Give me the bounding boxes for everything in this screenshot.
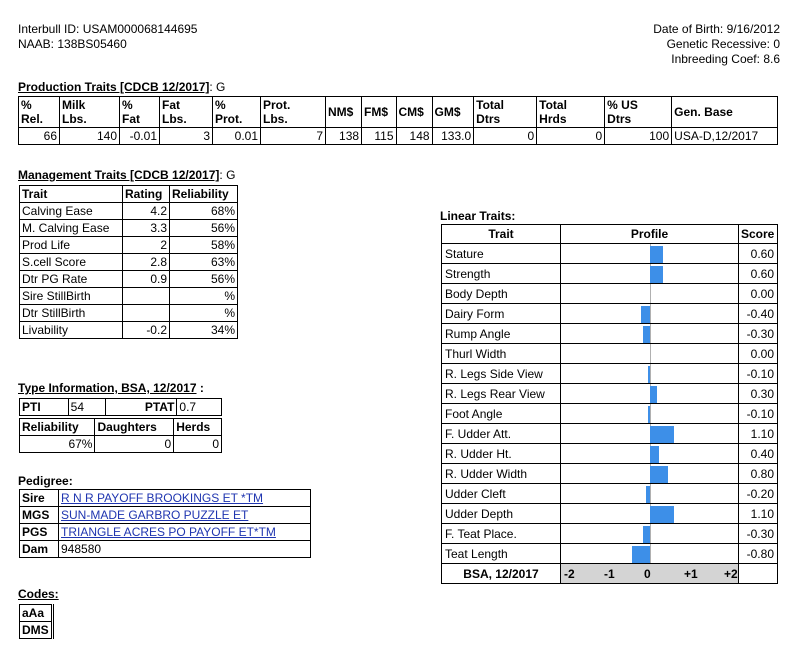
profile-center-line [650,324,651,343]
ptat-value: 0.7 [177,399,222,416]
type-info-title: Type Information, BSA, 12/2017 : [18,381,204,395]
sire-label: Sire [20,490,59,507]
linear-row [442,324,778,344]
linear-profile [561,424,739,444]
linear-score: -0.10 [739,364,778,384]
linear-profile [561,244,739,264]
axis-tick-label: 0 [644,566,651,581]
pedigree-pgs [20,524,311,541]
linear-row [442,504,778,524]
col-cm: CM$ [396,97,432,128]
linear-row [442,404,778,424]
val-total-hrds: 0 [537,128,605,145]
mgmt-rating: 0.9 [123,271,170,288]
col-gm: GM$ [432,97,474,128]
pedigree-dam [20,541,311,558]
val-gen-base: USA-D,12/2017 [672,128,778,145]
mgmt-trait: Dtr PG Rate [20,271,123,288]
linear-trait: R. Legs Rear View [442,384,561,404]
linear-score: -0.20 [739,484,778,504]
val-milk: 140 [60,128,120,145]
linear-score: 0.00 [739,344,778,364]
val-us-dtrs: 100 [605,128,672,145]
linear-profile [561,324,739,344]
header-right [653,22,780,67]
code-item: aAa [20,605,53,622]
col-prot-pct: % Prot. [213,97,261,128]
mgs-link[interactable]: SUN-MADE GARBRO PUZZLE ET [61,508,249,522]
linear-score: 0.60 [739,264,778,284]
linear-profile [561,544,739,564]
linear-row [442,264,778,284]
pedigree-sire [20,490,311,507]
profile-bar [641,306,650,323]
profile-center-line [650,284,651,303]
linear-score: -0.10 [739,404,778,424]
linear-col-profile: Profile [561,225,739,244]
mgmt-rating: -0.2 [123,322,170,339]
inbreeding-coef: Inbreeding Coef: 8.6 [671,52,780,66]
linear-col-trait: Trait [442,225,561,244]
val-total-dtrs: 0 [474,128,537,145]
dam-label: Dam [20,541,59,558]
interbull-id: Interbull ID: USAM000068144695 [18,22,198,36]
linear-trait: F. Udder Att. [442,424,561,444]
profile-center-line [650,304,651,323]
profile-bar [648,406,650,423]
col-rel: % Rel. [19,97,60,128]
type-herds-value: 0 [174,436,222,453]
mgmt-trait: Dtr StillBirth [20,305,123,322]
profile-bar [648,366,650,383]
type-rel-label: Reliability [20,419,95,436]
mgmt-row [20,220,238,237]
pgs-label: PGS [20,524,59,541]
val-cm: 148 [396,128,432,145]
mgmt-row [20,288,238,305]
mgmt-reliability: 34% [170,322,238,339]
val-fm: 115 [362,128,396,145]
linear-trait: Udder Cleft [442,484,561,504]
linear-score: 0.00 [739,284,778,304]
axis-tick-label: -1 [604,566,615,581]
linear-score: 1.10 [739,424,778,444]
mgmt-reliability: 68% [170,203,238,220]
mgmt-rating: 3.3 [123,220,170,237]
header-left [18,22,197,52]
mgmt-reliability: 58% [170,237,238,254]
linear-trait: R. Udder Ht. [442,444,561,464]
sire-link[interactable]: R N R PAYOFF BROOKINGS ET *TM [61,491,264,505]
mgmt-reliability: 63% [170,254,238,271]
col-fat-pct: % Fat [120,97,160,128]
production-row [19,128,778,145]
linear-row [442,284,778,304]
pedigree-table [19,489,311,558]
linear-title: Linear Traits: [440,209,516,223]
mgmt-trait: M. Calving Ease [20,220,123,237]
type-herds-label: Herds [174,419,222,436]
production-title: Production Traits [CDCB 12/2017]: G [18,80,226,94]
profile-center-line [650,544,651,563]
val-fat-pct: -0.01 [120,128,160,145]
linear-profile [561,264,739,284]
mgmt-trait: Sire StillBirth [20,288,123,305]
linear-row [442,384,778,404]
col-fat-lbs: Fat Lbs. [160,97,213,128]
profile-axis [561,564,739,584]
production-table [18,96,778,145]
type-info-table [19,398,222,416]
profile-bar [650,426,674,443]
linear-profile [561,404,739,424]
profile-bar [650,446,659,463]
mgs-label: MGS [20,507,59,524]
pedigree-title: Pedigree: [18,474,73,488]
linear-trait: Stature [442,244,561,264]
profile-bar [632,546,650,563]
mgmt-trait: Calving Ease [20,203,123,220]
mgmt-rating: 4.2 [123,203,170,220]
linear-row [442,424,778,444]
mgmt-col-reliability: Reliability [170,186,238,203]
axis-tick-label: -2 [564,566,575,581]
linear-profile [561,444,739,464]
pti-value: 54 [68,399,106,416]
linear-trait: Dairy Form [442,304,561,324]
mgmt-rating: 2.8 [123,254,170,271]
linear-row [442,344,778,364]
mgmt-rating: 2 [123,237,170,254]
date-of-birth: Date of Birth: 9/16/2012 [653,22,780,36]
mgmt-row [20,203,238,220]
mgmt-trait: S.cell Score [20,254,123,271]
mgmt-row [20,237,238,254]
col-nm: NM$ [326,97,362,128]
mgmt-rating [123,288,170,305]
linear-score: 0.80 [739,464,778,484]
profile-bar [650,246,663,263]
mgmt-row [20,254,238,271]
type-info-rel-table [19,418,222,453]
linear-score: 0.60 [739,244,778,264]
code-item: DMS [20,622,53,639]
col-prot-lbs: Prot. Lbs. [261,97,326,128]
linear-score: -0.80 [739,544,778,564]
linear-profile [561,524,739,544]
type-dtrs-label: Daughters [95,419,174,436]
genetic-recessive: Genetic Recessive: 0 [666,37,780,51]
linear-row [442,484,778,504]
management-title: Management Traits [CDCB 12/2017]: G [18,168,236,182]
linear-col-score: Score [739,225,778,244]
linear-profile [561,484,739,504]
codes-table [19,604,54,639]
profile-bar [650,506,674,523]
col-gen-base: Gen. Base [672,97,778,128]
pedigree-mgs [20,507,311,524]
mgmt-col-rating: Rating [123,186,170,203]
col-total-hrds: Total Hrds [537,97,605,128]
val-prot-pct: 0.01 [213,128,261,145]
linear-score: 0.30 [739,384,778,404]
linear-row [442,464,778,484]
val-nm: 138 [326,128,362,145]
profile-bar [643,326,650,343]
mgmt-reliability: % [170,305,238,322]
profile-center-line [650,524,651,543]
mgmt-reliability: 56% [170,271,238,288]
profile-center-line [650,484,651,503]
profile-center-line [650,344,651,363]
val-gm: 133.0 [432,128,474,145]
linear-row [442,544,778,564]
linear-row [442,444,778,464]
linear-trait: Udder Depth [442,504,561,524]
linear-profile [561,364,739,384]
linear-footer-label: BSA, 12/2017 [442,564,561,584]
linear-trait: Foot Angle [442,404,561,424]
type-rel-value: 67% [20,436,95,453]
linear-row [442,524,778,544]
col-fm: FM$ [362,97,396,128]
linear-profile [561,284,739,304]
val-fat-lbs: 3 [160,128,213,145]
linear-profile [561,304,739,324]
col-us-dtrs: % US Dtrs [605,97,672,128]
axis-tick-label: +1 [684,566,698,581]
mgmt-trait: Livability [20,322,123,339]
mgmt-reliability: 56% [170,220,238,237]
linear-trait: Strength [442,264,561,284]
profile-bar [643,526,650,543]
profile-bar [646,486,650,503]
profile-bar [650,266,663,283]
linear-footer-empty [739,564,778,584]
dam-value: 948580 [59,541,311,558]
linear-row [442,304,778,324]
linear-trait: Body Depth [442,284,561,304]
mgmt-rating [123,305,170,322]
col-total-dtrs: Total Dtrs [474,97,537,128]
pti-label: PTI [20,399,69,416]
codes-title: Codes: [18,587,59,601]
linear-score: 0.40 [739,444,778,464]
linear-score: 1.10 [739,504,778,524]
linear-profile [561,464,739,484]
ptat-label: PTAT [106,399,177,416]
type-dtrs-value: 0 [95,436,174,453]
profile-center-line [650,364,651,383]
linear-trait: Thurl Width [442,344,561,364]
linear-trait: Rump Angle [442,324,561,344]
mgmt-row [20,305,238,322]
profile-bar [650,386,657,403]
pgs-link[interactable]: TRIANGLE ACRES PO PAYOFF ET*TM [61,525,276,539]
mgmt-trait: Prod Life [20,237,123,254]
mgmt-col-trait: Trait [20,186,123,203]
linear-score: -0.30 [739,524,778,544]
management-table [19,185,238,339]
linear-traits-table [441,224,778,584]
profile-center-line [650,404,651,423]
profile-bar [650,466,668,483]
linear-profile [561,384,739,404]
linear-profile [561,504,739,524]
linear-row [442,244,778,264]
linear-trait: R. Legs Side View [442,364,561,384]
mgmt-reliability: % [170,288,238,305]
col-milk: Milk Lbs. [60,97,120,128]
val-prot-lbs: 7 [261,128,326,145]
naab-code: NAAB: 138BS05460 [18,37,127,51]
linear-profile [561,344,739,364]
linear-trait: Teat Length [442,544,561,564]
linear-trait: F. Teat Place. [442,524,561,544]
linear-score: -0.40 [739,304,778,324]
mgmt-row [20,271,238,288]
axis-tick-label: +2 [724,566,738,581]
linear-score: -0.30 [739,324,778,344]
linear-trait: R. Udder Width [442,464,561,484]
val-rel: 66 [19,128,60,145]
mgmt-row [20,322,238,339]
linear-row [442,364,778,384]
